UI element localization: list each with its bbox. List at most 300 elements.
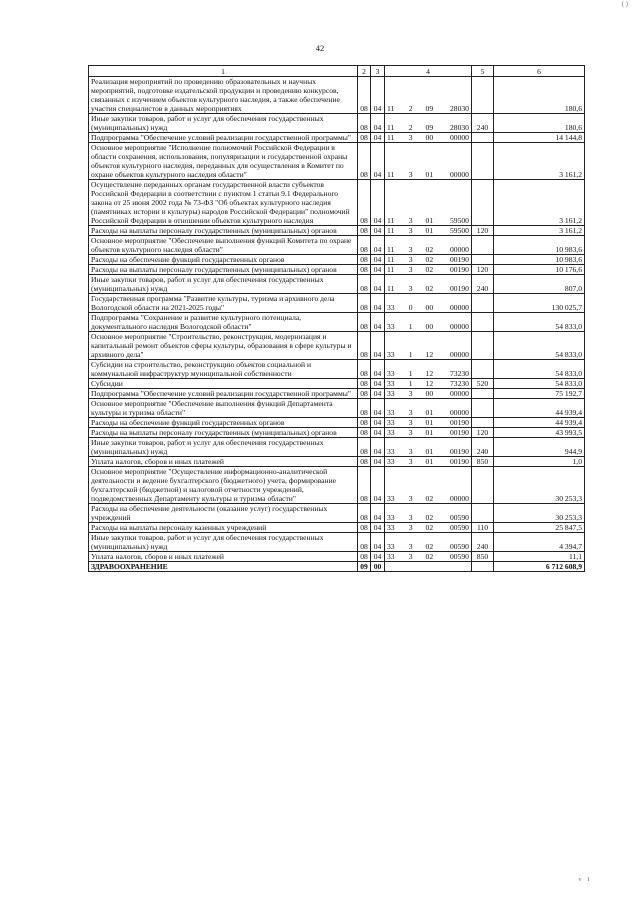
row-amount: 1,0 xyxy=(494,457,585,467)
target-direction-code: 00190 xyxy=(449,418,469,427)
row-expense-type: 240 xyxy=(472,275,494,294)
row-target-article xyxy=(385,533,472,552)
target-direction-code: 59500 xyxy=(449,226,469,235)
row-subsection: 04 xyxy=(371,226,385,236)
row-name: Расходы на выплаты персоналу казенных учреждений xyxy=(89,523,358,533)
row-subsection: 04 xyxy=(371,236,385,255)
row-amount: 54 833,0 xyxy=(494,379,585,389)
table-row xyxy=(89,114,585,133)
target-direction-code: 28030 xyxy=(449,104,469,113)
row-name: Расходы на выплаты персоналу государственных (муниципальных) органов xyxy=(89,428,358,438)
target-direction-code: 00590 xyxy=(449,552,469,561)
row-section: 08 xyxy=(358,226,371,236)
target-direction-code: 00590 xyxy=(449,542,469,551)
row-name: Расходы на обеспечение функций государственных органов xyxy=(89,255,358,265)
row-subsection: 04 xyxy=(371,133,385,143)
row-subsection: 04 xyxy=(371,438,385,457)
row-target-article xyxy=(385,360,472,379)
table-row xyxy=(89,265,585,275)
row-section: 08 xyxy=(358,313,371,332)
table-row xyxy=(89,457,585,467)
row-amount: 54 833,0 xyxy=(494,313,585,332)
target-event-code: 12 xyxy=(425,369,434,378)
row-section: 08 xyxy=(358,438,371,457)
row-name: Иные закупки товаров, работ и услуг для обеспечения государственных (муниципальных) нужд xyxy=(89,438,358,457)
row-target-article xyxy=(385,294,472,313)
row-section: 08 xyxy=(358,114,371,133)
row-amount: 10 983,6 xyxy=(494,236,585,255)
target-subprogram-code: 3 xyxy=(408,494,413,503)
table-row xyxy=(89,332,585,360)
table-row xyxy=(89,77,585,114)
row-target-article xyxy=(385,552,472,562)
row-subsection: 04 xyxy=(371,504,385,523)
row-target-article xyxy=(385,255,472,265)
row-subsection: 04 xyxy=(371,552,385,562)
row-amount: 180,6 xyxy=(494,77,585,114)
row-amount: 10 176,6 xyxy=(494,265,585,275)
budget-table-body xyxy=(89,66,585,572)
row-amount: 25 847,5 xyxy=(494,523,585,533)
row-section: 08 xyxy=(358,552,371,562)
target-event-code: 12 xyxy=(425,350,434,359)
row-section: 08 xyxy=(358,275,371,294)
table-row xyxy=(89,294,585,313)
target-subprogram-code: 1 xyxy=(408,369,413,378)
row-amount: 54 833,0 xyxy=(494,332,585,360)
row-section: 08 xyxy=(358,133,371,143)
target-subprogram-code: 0 xyxy=(408,303,413,312)
row-section: 08 xyxy=(358,379,371,389)
target-program-code: 11 xyxy=(387,104,395,113)
target-program-code: 33 xyxy=(387,369,395,378)
row-section: 08 xyxy=(358,294,371,313)
row-name: Государственная программа "Развитие культуры, туризма и архивного дела Вологодской области на 2021-2025 годы" xyxy=(89,294,358,313)
row-expense-type: 850 xyxy=(472,457,494,467)
target-subprogram-code: 1 xyxy=(408,322,413,331)
row-expense-type: 120 xyxy=(472,265,494,275)
target-direction-code: 00190 xyxy=(449,265,469,274)
target-event-code: 02 xyxy=(425,265,434,274)
table-row xyxy=(89,255,585,265)
row-target-article xyxy=(385,133,472,143)
target-program-code: 33 xyxy=(387,542,395,551)
target-direction-code: 28030 xyxy=(449,123,469,132)
table-row xyxy=(89,133,585,143)
target-subprogram-code: 3 xyxy=(408,170,413,179)
row-section: 08 xyxy=(358,389,371,399)
row-section: 08 xyxy=(358,504,371,523)
target-event-code: 01 xyxy=(425,428,434,437)
row-section: 08 xyxy=(358,457,371,467)
row-expense-type xyxy=(472,360,494,379)
table-row xyxy=(89,226,585,236)
row-name: Иные закупки товаров, работ и услуг для обеспечения государственных (муниципальных) нужд xyxy=(89,533,358,552)
target-event-code: 01 xyxy=(425,418,434,427)
row-expense-type: 240 xyxy=(472,533,494,552)
row-section: 08 xyxy=(358,332,371,360)
footer-mark: v 1 xyxy=(578,877,592,883)
target-direction-code: 00590 xyxy=(449,523,469,532)
row-target-article xyxy=(385,389,472,399)
table-row xyxy=(89,562,585,572)
target-program-code: 33 xyxy=(387,552,395,561)
column-header-name: 1 xyxy=(89,66,358,77)
row-subsection: 04 xyxy=(371,533,385,552)
row-amount: 14 144,8 xyxy=(494,133,585,143)
row-amount: 75 192,7 xyxy=(494,389,585,399)
row-target-article xyxy=(385,418,472,428)
row-name: Основное мероприятие "Обеспечение выполнения функций Департамента культуры и туризма области" xyxy=(89,399,358,418)
target-program-code: 11 xyxy=(387,216,395,225)
row-name: Расходы на обеспечение деятельности (оказание услуг) государственных учреждений xyxy=(89,504,358,523)
table-row xyxy=(89,313,585,332)
row-target-article xyxy=(385,226,472,236)
column-header-target-article: 4 xyxy=(385,66,472,77)
target-direction-code: 00190 xyxy=(449,284,469,293)
row-name: Расходы на выплаты персоналу государственных (муниципальных) органов xyxy=(89,226,358,236)
row-target-article xyxy=(385,379,472,389)
row-amount: 11,1 xyxy=(494,552,585,562)
row-section: 08 xyxy=(358,467,371,504)
row-expense-type xyxy=(472,467,494,504)
target-event-code: 00 xyxy=(425,389,434,398)
table-row xyxy=(89,467,585,504)
row-name: Основное мероприятие "Обеспечение выполнения функций Комитета по охране объектов культурного наследия области" xyxy=(89,236,358,255)
target-subprogram-code: 3 xyxy=(408,418,413,427)
table-row xyxy=(89,533,585,552)
row-expense-type xyxy=(472,236,494,255)
target-direction-code: 00190 xyxy=(449,428,469,437)
target-subprogram-code: 3 xyxy=(408,408,413,417)
table-row xyxy=(89,552,585,562)
target-direction-code: 00000 xyxy=(449,494,469,503)
row-expense-type: 120 xyxy=(472,428,494,438)
target-subprogram-code: 3 xyxy=(408,255,413,264)
target-subprogram-code: 3 xyxy=(408,133,413,142)
row-section: 08 xyxy=(358,360,371,379)
target-event-code: 01 xyxy=(425,226,434,235)
row-section: 08 xyxy=(358,428,371,438)
row-subsection: 04 xyxy=(371,114,385,133)
target-event-code: 09 xyxy=(425,104,434,113)
row-name: ЗДРАВООХРАНЕНИЕ xyxy=(89,562,358,572)
table-row xyxy=(89,399,585,418)
target-subprogram-code: 3 xyxy=(408,447,413,456)
row-name: Уплата налогов, сборов и иных платежей xyxy=(89,457,358,467)
row-name: Расходы на обеспечение функций государственных органов xyxy=(89,418,358,428)
row-name: Основное мероприятие "Строительство, реконструкция, модернизация и капитальный ремонт объектов сферы культуры, образования в сфере культуры и архивного дела" xyxy=(89,332,358,360)
column-header-section: 2 xyxy=(358,66,371,77)
table-row xyxy=(89,389,585,399)
target-program-code: 11 xyxy=(387,123,395,132)
table-row xyxy=(89,504,585,523)
page-number: 42 xyxy=(315,43,325,53)
target-event-code: 02 xyxy=(425,494,434,503)
budget-table xyxy=(88,65,585,572)
target-event-code: 09 xyxy=(425,123,434,132)
target-direction-code: 00190 xyxy=(449,457,469,466)
target-program-code: 11 xyxy=(387,245,395,254)
row-target-article xyxy=(385,114,472,133)
target-subprogram-code: 3 xyxy=(408,523,413,532)
row-section: 08 xyxy=(358,399,371,418)
row-target-article xyxy=(385,180,472,226)
target-program-code: 33 xyxy=(387,379,395,388)
target-program-code: 11 xyxy=(387,170,395,179)
row-section: 08 xyxy=(358,180,371,226)
target-event-code: 02 xyxy=(425,552,434,561)
row-expense-type: 240 xyxy=(472,438,494,457)
target-direction-code: 00590 xyxy=(449,513,469,522)
row-expense-type xyxy=(472,143,494,180)
row-expense-type: 240 xyxy=(472,114,494,133)
target-event-code: 00 xyxy=(425,133,434,142)
target-event-code: 01 xyxy=(425,457,434,466)
target-program-code: 33 xyxy=(387,513,395,522)
target-event-code: 02 xyxy=(425,513,434,522)
row-amount: 3 161,2 xyxy=(494,143,585,180)
row-target-article xyxy=(385,236,472,255)
target-direction-code: 00000 xyxy=(449,133,469,142)
row-subsection: 04 xyxy=(371,467,385,504)
row-subsection: 04 xyxy=(371,379,385,389)
row-amount: 6 712 608,9 xyxy=(494,562,585,572)
row-expense-type: 850 xyxy=(472,552,494,562)
row-name: Расходы на выплаты персоналу государственных (муниципальных) органов xyxy=(89,265,358,275)
row-target-article xyxy=(385,523,472,533)
target-program-code: 33 xyxy=(387,523,395,532)
row-name: Подпрограмма "Обеспечение условий реализации государственной программы" xyxy=(89,389,358,399)
table-row xyxy=(89,180,585,226)
target-subprogram-code: 2 xyxy=(408,104,413,113)
target-direction-code: 00000 xyxy=(449,170,469,179)
target-direction-code: 73230 xyxy=(449,369,469,378)
table-row xyxy=(89,360,585,379)
row-expense-type: 120 xyxy=(472,226,494,236)
row-expense-type xyxy=(472,399,494,418)
target-program-code: 33 xyxy=(387,408,395,417)
row-target-article xyxy=(385,77,472,114)
row-name: Иные закупки товаров, работ и услуг для обеспечения государственных (муниципальных) нужд xyxy=(89,275,358,294)
row-expense-type xyxy=(472,332,494,360)
row-target-article xyxy=(385,275,472,294)
target-event-code: 01 xyxy=(425,216,434,225)
row-subsection: 04 xyxy=(371,294,385,313)
target-event-code: 01 xyxy=(425,408,434,417)
target-direction-code: 00000 xyxy=(449,245,469,254)
row-target-article xyxy=(385,399,472,418)
row-amount: 180,6 xyxy=(494,114,585,133)
target-program-code: 11 xyxy=(387,265,395,274)
row-amount: 130 025,7 xyxy=(494,294,585,313)
row-target-article xyxy=(385,438,472,457)
row-subsection: 04 xyxy=(371,77,385,114)
target-subprogram-code: 3 xyxy=(408,226,413,235)
row-name: Субсидии на строительство, реконструкцию объектов социальной и коммунальной инфраструктур муниципальной собственности xyxy=(89,360,358,379)
target-direction-code: 59500 xyxy=(449,216,469,225)
table-row xyxy=(89,379,585,389)
target-event-code: 02 xyxy=(425,284,434,293)
row-target-article xyxy=(385,265,472,275)
target-direction-code: 00190 xyxy=(449,447,469,456)
target-program-code: 33 xyxy=(387,494,395,503)
column-header-amount: 6 xyxy=(494,66,585,77)
target-program-code: 33 xyxy=(387,303,395,312)
row-subsection: 04 xyxy=(371,180,385,226)
row-subsection: 04 xyxy=(371,389,385,399)
target-subprogram-code: 3 xyxy=(408,428,413,437)
row-section: 08 xyxy=(358,77,371,114)
row-section: 08 xyxy=(358,265,371,275)
row-subsection: 04 xyxy=(371,399,385,418)
target-subprogram-code: 3 xyxy=(408,216,413,225)
table-row xyxy=(89,143,585,180)
target-subprogram-code: 2 xyxy=(408,123,413,132)
row-expense-type xyxy=(472,313,494,332)
row-subsection: 04 xyxy=(371,255,385,265)
target-event-code: 02 xyxy=(425,255,434,264)
row-expense-type: 110 xyxy=(472,523,494,533)
target-direction-code: 00000 xyxy=(449,350,469,359)
row-subsection: 04 xyxy=(371,265,385,275)
target-program-code: 11 xyxy=(387,133,395,142)
row-name: Основное мероприятие "Исполнение полномочий Российской Федерации в области сохранения, использования, популяризации и государственной охраны объектов культурного наследия, переданных для осуществления в Комитет по охране объектов культурного наследия области" xyxy=(89,143,358,180)
row-section: 09 xyxy=(358,562,371,572)
target-program-code: 33 xyxy=(387,350,395,359)
row-subsection: 04 xyxy=(371,313,385,332)
row-subsection: 04 xyxy=(371,457,385,467)
target-subprogram-code: 3 xyxy=(408,245,413,254)
target-direction-code: 00000 xyxy=(449,408,469,417)
row-amount: 3 161,2 xyxy=(494,226,585,236)
row-amount: 44 939,4 xyxy=(494,418,585,428)
row-target-article xyxy=(385,457,472,467)
row-subsection: 04 xyxy=(371,275,385,294)
row-section: 08 xyxy=(358,523,371,533)
target-program-code: 11 xyxy=(387,226,395,235)
row-amount: 30 253,3 xyxy=(494,467,585,504)
target-program-code: 33 xyxy=(387,389,395,398)
target-direction-code: 00190 xyxy=(449,255,469,264)
target-event-code: 02 xyxy=(425,542,434,551)
target-direction-code: 00000 xyxy=(449,389,469,398)
row-expense-type xyxy=(472,77,494,114)
row-expense-type xyxy=(472,562,494,572)
row-amount: 30 253,3 xyxy=(494,504,585,523)
row-expense-type xyxy=(472,418,494,428)
row-amount: 4 394,7 xyxy=(494,533,585,552)
row-target-article xyxy=(385,143,472,180)
row-expense-type xyxy=(472,389,494,399)
row-expense-type xyxy=(472,180,494,226)
target-program-code: 11 xyxy=(387,255,395,264)
target-direction-code: 00000 xyxy=(449,303,469,312)
target-direction-code: 00000 xyxy=(449,322,469,331)
row-expense-type xyxy=(472,133,494,143)
target-subprogram-code: 3 xyxy=(408,513,413,522)
target-subprogram-code: 1 xyxy=(408,350,413,359)
row-expense-type: 520 xyxy=(472,379,494,389)
row-target-article xyxy=(385,313,472,332)
row-subsection: 00 xyxy=(371,562,385,572)
target-event-code: 02 xyxy=(425,523,434,532)
row-expense-type xyxy=(472,294,494,313)
corner-mark: ( ) xyxy=(621,0,628,8)
target-subprogram-code: 3 xyxy=(408,265,413,274)
target-event-code: 00 xyxy=(425,303,434,312)
row-target-article xyxy=(385,562,472,572)
row-name: Подпрограмма "Сохранение и развитие культурного потенциала, документального наследия Вологодской области" xyxy=(89,313,358,332)
row-subsection: 04 xyxy=(371,332,385,360)
table-row xyxy=(89,236,585,255)
row-section: 08 xyxy=(358,143,371,180)
target-direction-code: 73230 xyxy=(449,379,469,388)
row-amount: 44 939,4 xyxy=(494,399,585,418)
target-program-code: 33 xyxy=(387,428,395,437)
table-row xyxy=(89,438,585,457)
row-name: Основное мероприятие "Осуществление информационно-аналитической деятельности и ведение бухгалтерского (бюджетного) учета, формирование бухгалтерской (бюджетной) и налоговой отчетности учреждений, подведомственных Департаменту культуры и туризма области" xyxy=(89,467,358,504)
row-target-article xyxy=(385,428,472,438)
row-section: 08 xyxy=(358,533,371,552)
row-subsection: 04 xyxy=(371,428,385,438)
target-subprogram-code: 3 xyxy=(408,389,413,398)
row-subsection: 04 xyxy=(371,143,385,180)
target-program-code: 33 xyxy=(387,322,395,331)
target-subprogram-code: 1 xyxy=(408,379,413,388)
row-name: Уплата налогов, сборов и иных платежей xyxy=(89,552,358,562)
target-program-code: 33 xyxy=(387,457,395,466)
target-event-code: 01 xyxy=(425,447,434,456)
target-subprogram-code: 3 xyxy=(408,457,413,466)
target-subprogram-code: 3 xyxy=(408,284,413,293)
row-name: Иные закупки товаров, работ и услуг для обеспечения государственных (муниципальных) нужд xyxy=(89,114,358,133)
row-target-article xyxy=(385,467,472,504)
column-header-subsection: 3 xyxy=(371,66,385,77)
row-section: 08 xyxy=(358,255,371,265)
row-expense-type xyxy=(472,255,494,265)
table-row xyxy=(89,428,585,438)
row-amount: 43 993,5 xyxy=(494,428,585,438)
target-event-code: 01 xyxy=(425,170,434,179)
table-row xyxy=(89,523,585,533)
target-event-code: 12 xyxy=(425,379,434,388)
row-name: Субсидии xyxy=(89,379,358,389)
row-target-article xyxy=(385,504,472,523)
row-name: Осуществление переданных органам государственной власти субъектов Российской Федерации в соответствии с пунктом 1 статьи 9.1 Федерального закона от 25 июня 2002 года № 73-ФЗ "Об объектах культурного наследия (памятниках истории и культуры) народов Российской Федерации" полномочий Российской Федерации в отношении объектов культурного наследия xyxy=(89,180,358,226)
row-amount: 10 983,6 xyxy=(494,255,585,265)
target-subprogram-code: 3 xyxy=(408,552,413,561)
table-row xyxy=(89,275,585,294)
row-name: Реализация мероприятий по проведению образовательных и научных мероприятий, подготовке издательской продукции и проведению конкурсов, связанных с изучением объектов культурного наследия, а также обеспечение участия специалистов в данных мероприятиях xyxy=(89,77,358,114)
row-amount: 3 161,2 xyxy=(494,180,585,226)
row-subsection: 04 xyxy=(371,523,385,533)
table-header-row xyxy=(89,66,585,77)
row-subsection: 04 xyxy=(371,360,385,379)
row-amount: 807,0 xyxy=(494,275,585,294)
target-program-code: 33 xyxy=(387,447,395,456)
target-event-code: 00 xyxy=(425,322,434,331)
row-section: 08 xyxy=(358,418,371,428)
row-amount: 54 833,0 xyxy=(494,360,585,379)
target-program-code: 33 xyxy=(387,418,395,427)
row-target-article xyxy=(385,332,472,360)
target-subprogram-code: 3 xyxy=(408,542,413,551)
table-row xyxy=(89,418,585,428)
row-expense-type xyxy=(472,504,494,523)
row-amount: 944,9 xyxy=(494,438,585,457)
target-program-code: 11 xyxy=(387,284,395,293)
